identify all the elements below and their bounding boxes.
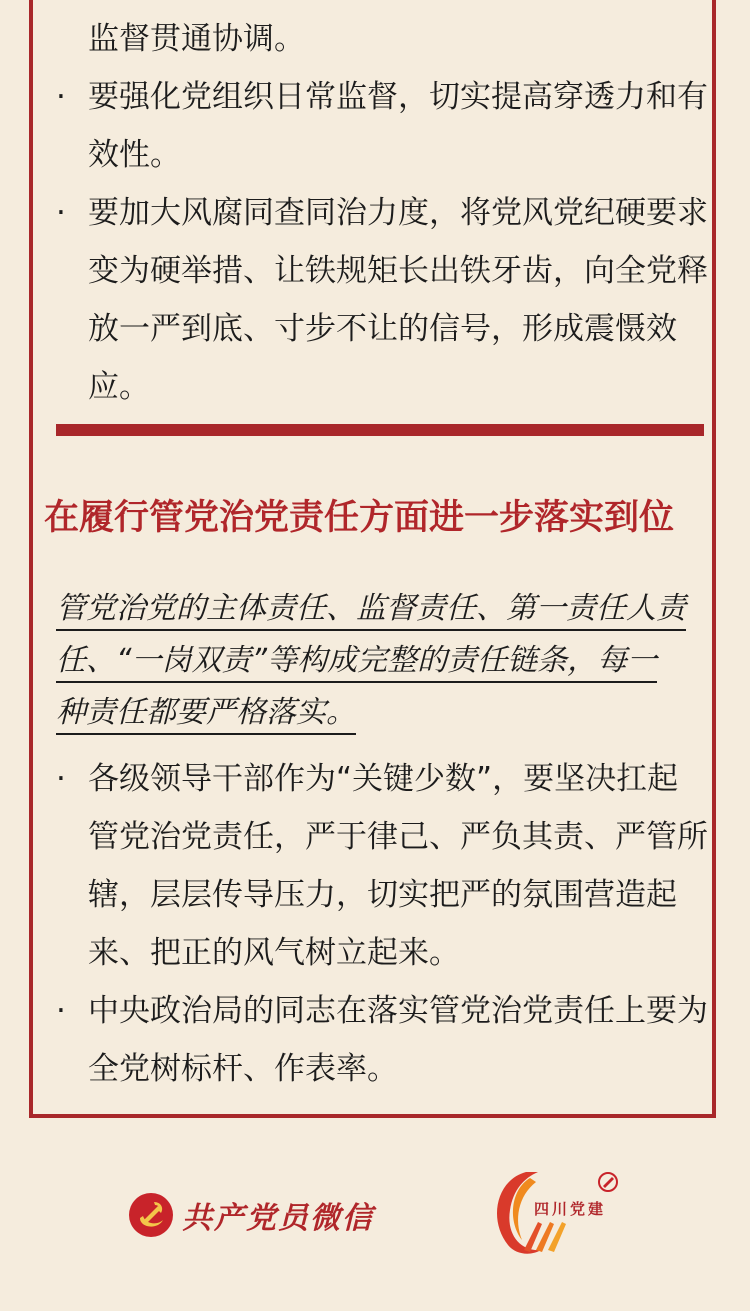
- text-line: 放一严到底、寸步不让的信号，形成震慑效: [88, 311, 677, 347]
- logo-left-text: 共产党员微信: [182, 1201, 374, 1236]
- section-title: 在履行管党治党责任方面进一步落实到位: [44, 497, 675, 538]
- section-bullets: [56, 750, 706, 1098]
- bullet-line: · 要加大风腐同查同治力度，将党风党纪硬要求: [56, 184, 706, 242]
- summary-line: 管党治党的主体责任、监督责任、第一责任人责: [56, 583, 706, 635]
- bullet-dot: ·: [56, 993, 66, 1029]
- bullet-line: · 中央政治局的同志在落实管党治党责任上要为: [56, 982, 706, 1040]
- logo-right-text: 四川党建: [534, 1200, 607, 1218]
- text-line: 辖，层层传导压力，切实把严的氛围营造起: [88, 877, 677, 913]
- text-line: 应。: [88, 369, 150, 405]
- text-line: 管党治党责任，严于律己、严负其责、严管所: [88, 819, 708, 855]
- gongchandangyuan-logo[interactable]: [128, 1192, 374, 1238]
- section-summary: [56, 583, 706, 739]
- text-line: 来、把正的风气树立起来。: [88, 935, 460, 971]
- party-emblem-icon: [128, 1192, 174, 1238]
- top-text-block: [56, 10, 706, 416]
- summary-line: 任、“一岗双责”等构成完整的责任链条，每一: [56, 635, 706, 687]
- bullet-line: · 各级领导干部作为“关键少数”，要坚决扛起: [56, 750, 706, 808]
- text-line: 效性。: [88, 137, 181, 173]
- sichuan-dangjian-logo[interactable]: [486, 1160, 626, 1260]
- text-line: 全党树标杆、作表率。: [88, 1051, 398, 1087]
- summary-line: 种责任都要严格落实。: [56, 687, 706, 739]
- bullet-line: · 要强化党组织日常监督，切实提高穿透力和有: [56, 68, 706, 126]
- text-line: 变为硬举措、让铁规矩长出铁牙齿，向全党释: [88, 253, 708, 289]
- bullet-dot: ·: [56, 761, 66, 797]
- text-line: 监督贯通协调。: [88, 21, 305, 57]
- bullet-dot: ·: [56, 195, 66, 231]
- bullet-dot: ·: [56, 79, 66, 115]
- footer: [0, 1150, 750, 1270]
- section-divider: [56, 424, 704, 436]
